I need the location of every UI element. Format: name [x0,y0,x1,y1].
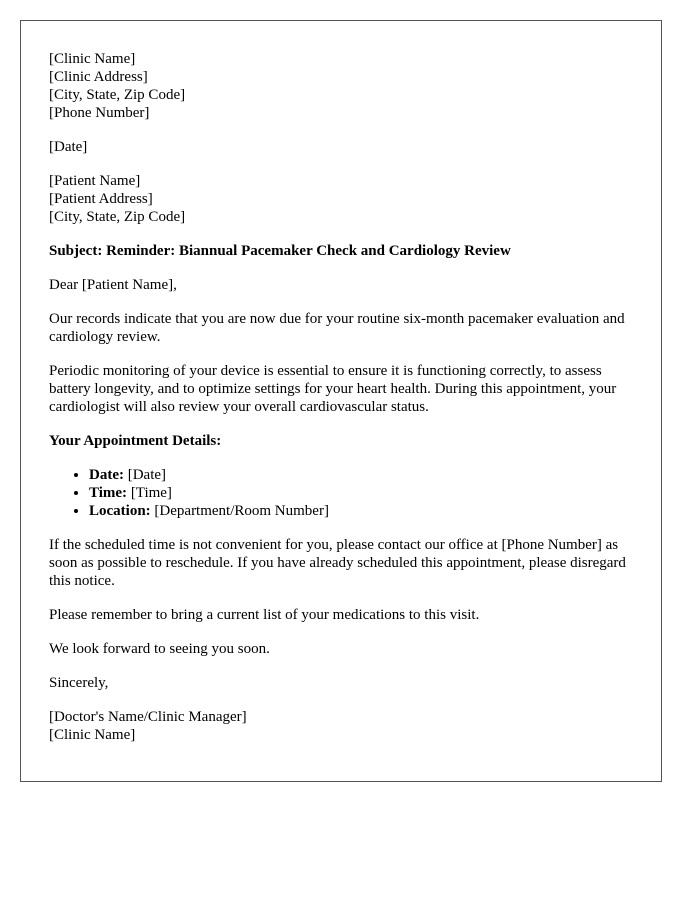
appointment-location-value: [Department/Room Number] [150,503,329,519]
salutation: Dear [Patient Name], [49,277,177,293]
signature-clinic-name: [Clinic Name] [49,727,136,743]
appointment-time-label: Time: [89,485,128,501]
subject-line: Subject: Reminder: Biannual Pacemaker Check and Cardiology Review [49,243,511,259]
recipient-address: [Patient Address] [49,191,153,207]
recipient-address-block [49,172,633,226]
recipient-name: [Patient Name] [49,173,141,189]
reschedule-paragraph: If the scheduled time is not convenient for you, please contact our office at [Phone Number] as soon as possible to reschedule. If you have already scheduled this appointment, please disregard this notice. [49,537,626,589]
appointment-date-label: Date: [89,467,124,483]
monitoring-paragraph: Periodic monitoring of your device is essential to ensure it is functioning correctly, to assess battery longevity, and to optimize settings for your heart health. During this appointment, your cardiologist will also review your overall cardiovascular status. [49,363,617,415]
appointment-location-item [89,502,633,520]
look-forward-paragraph: We look forward to seeing you soon. [49,641,270,657]
signer-name: [Doctor's Name/Clinic Manager] [49,709,247,725]
appointment-time-value: [Time] [127,485,172,501]
intro-paragraph: Our records indicate that you are now due for your routine six-month pacemaker evaluation and cardiology review. [49,311,625,345]
appointment-time-item [89,484,633,502]
sender-phone-number: [Phone Number] [49,105,150,121]
appointment-details-heading: Your Appointment Details: [49,433,222,449]
sender-clinic-name: [Clinic Name] [49,51,136,67]
medications-paragraph: Please remember to bring a current list of your medications to this visit. [49,607,480,623]
appointment-location-label: Location: [89,503,151,519]
sender-address-block [49,50,633,122]
letter [20,20,662,782]
appointment-date-item [89,466,633,484]
signature-block [49,708,633,744]
recipient-city-state-zip: [City, State, Zip Code] [49,209,186,225]
appointment-date-value: [Date] [123,467,167,483]
sender-city-state-zip: [City, State, Zip Code] [49,87,186,103]
appointment-details-list [49,466,633,520]
signoff: Sincerely, [49,675,109,691]
letter-date: [Date] [49,139,88,155]
sender-clinic-address: [Clinic Address] [49,69,148,85]
